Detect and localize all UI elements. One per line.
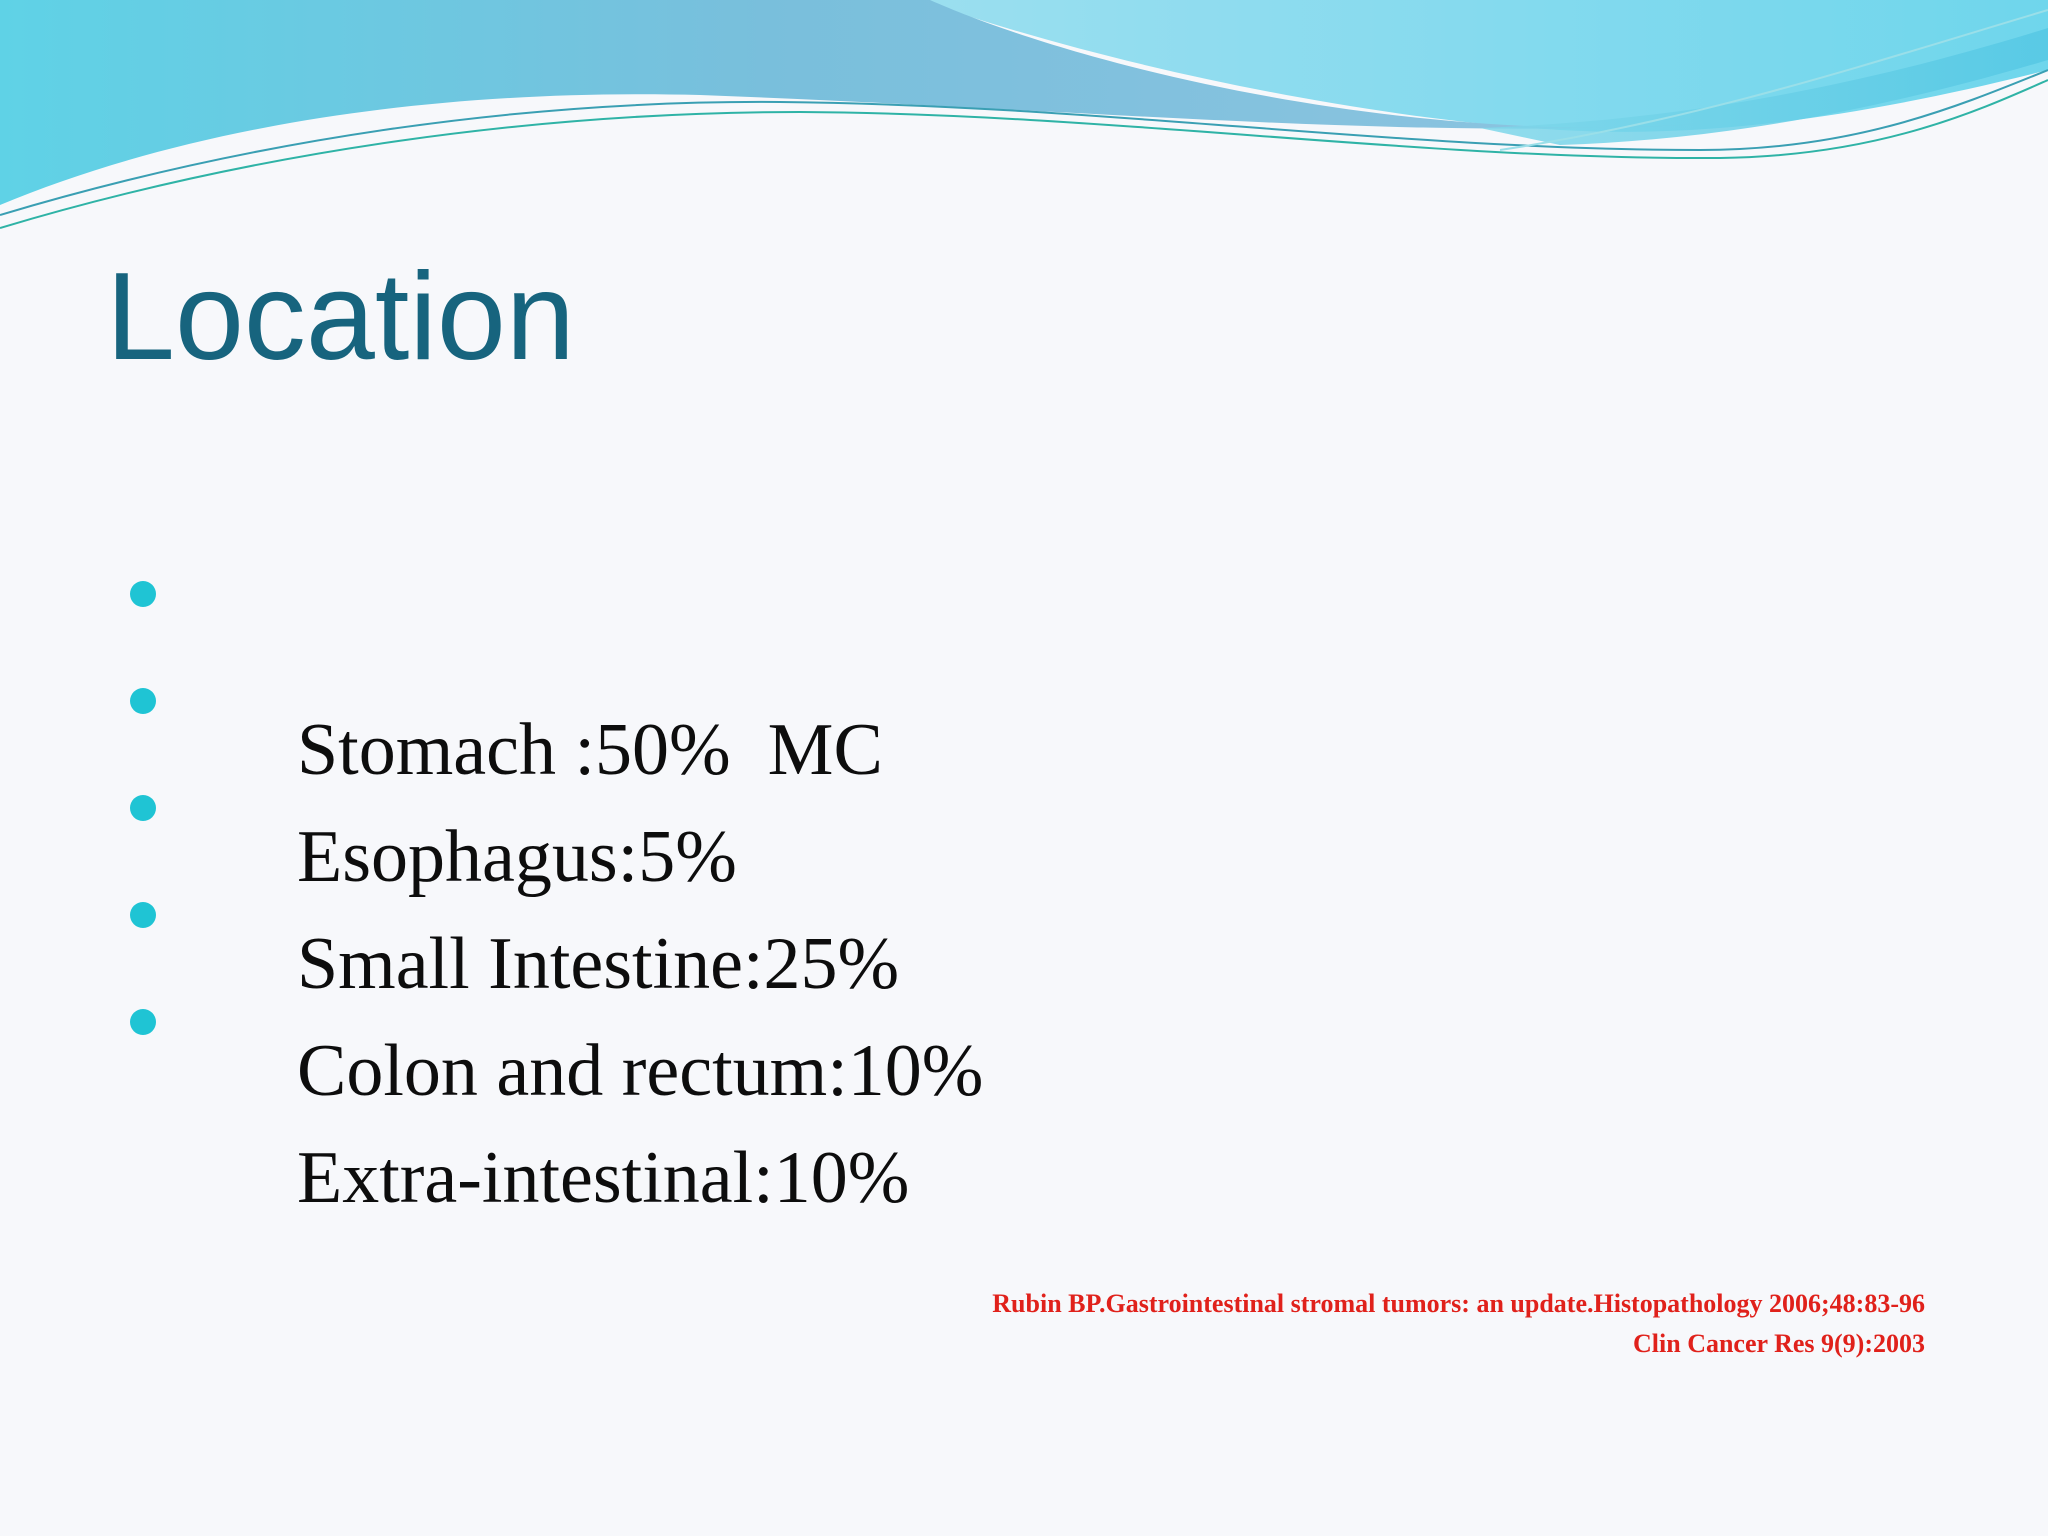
references: [992, 1284, 1925, 1364]
list-item: [128, 769, 983, 1005]
bullet-text: Stomach :50% MC: [297, 709, 883, 791]
bullet-icon: [130, 581, 156, 607]
list-item: [128, 555, 983, 791]
slide-title: Location: [106, 248, 575, 386]
list-item: [128, 876, 984, 1112]
bullet-text: Small Intestine:25%: [297, 923, 900, 1005]
bullet-text: Extra-intestinal:10%: [297, 1137, 910, 1219]
bullet-icon: [130, 688, 156, 714]
list-item: [128, 983, 983, 1219]
bullet-text: Esophagus:5%: [297, 816, 737, 898]
wave-header-decoration: [0, 0, 2048, 240]
reference-line: Clin Cancer Res 9(9):2003: [1633, 1329, 1925, 1358]
bullet-text: Colon and rectum:10%: [297, 1030, 984, 1112]
list-item: [128, 662, 983, 898]
bullet-icon: [130, 1009, 156, 1035]
bullet-icon: [130, 795, 156, 821]
bullet-list: [128, 555, 984, 1219]
bullet-icon: [130, 902, 156, 928]
reference-line: Rubin BP.Gastrointestinal stromal tumors: an update.Histopathology 2006;48:83-96: [992, 1289, 1925, 1318]
